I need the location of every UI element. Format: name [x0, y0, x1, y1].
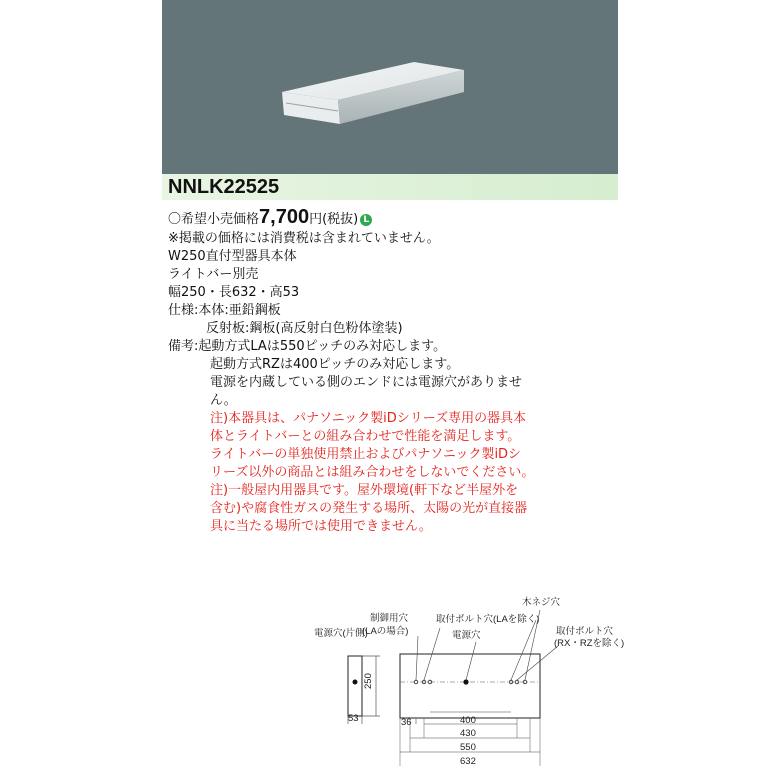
- price-line: [168, 204, 618, 230]
- warning-2c: 具に当たる場所では使用できません。: [210, 519, 432, 534]
- note-power-a: 電源を内蔵している側のエンドには電源穴がありませ: [210, 375, 523, 390]
- notes-label: 備考:: [168, 339, 199, 354]
- product-type: W250直付型器具本体: [168, 249, 297, 264]
- note-rz: 起動方式RZは400ピッチのみ対応します。: [210, 357, 460, 372]
- warning-1c: ライトバーの単独使用禁止およびパナソニック製iDシ: [210, 447, 522, 462]
- eco-badge-icon: L: [360, 214, 372, 226]
- warning-1b: 体とライトバーとの組み合わせで性能を満足します。: [210, 429, 521, 444]
- spec-block: [168, 204, 618, 536]
- spec-body-line: [168, 302, 618, 320]
- tax-note: ※掲載の価格には消費税は含まれていません。: [168, 231, 440, 246]
- power-side-label: 電源穴(片側): [314, 628, 368, 639]
- dimensions: 幅250・長632・高53: [168, 285, 300, 300]
- mount-bolt-label-2b: (RX・RZを除く): [554, 638, 625, 649]
- price-suffix: 円(税抜): [309, 212, 359, 227]
- dim-550: 550: [460, 742, 476, 753]
- spec-label: 仕様:: [168, 303, 199, 318]
- power-hole-label: 電源穴: [452, 630, 481, 641]
- notes-line-1: [168, 338, 618, 356]
- mount-bolt-label-1: 取付ボルト穴(LAを除く): [436, 614, 540, 625]
- control-hole-label-1: 制御用穴: [370, 613, 409, 624]
- side-view-outline: [348, 656, 362, 716]
- note-power-b: ん。: [210, 393, 237, 408]
- reflector-spec: 反射板:鋼板(高反射白色粉体塗装): [206, 321, 403, 336]
- warning-1d: リーズ以外の商品とは組み合わせをしないでください。: [210, 465, 535, 480]
- warning-2b: 含む)や腐食性ガスの発生する場所、太陽の光が直接器: [210, 501, 528, 516]
- warning-1a: 注)本器具は、パナソニック製iDシリーズ専用の器具本: [210, 411, 527, 426]
- dim-632: 632: [460, 756, 476, 767]
- product-photo: [162, 0, 618, 174]
- plan-power-hole: [463, 679, 468, 684]
- price-prefix: 〇希望小売価格: [168, 212, 260, 227]
- technical-drawing: [300, 596, 630, 774]
- lightbar-note: ライトバー別売: [168, 267, 259, 282]
- note-la: 起動方式LAは550ピッチのみ対応します。: [198, 339, 447, 354]
- plan-view-outline: [400, 654, 540, 718]
- side-power-hole: [353, 680, 358, 685]
- model-number: NNLK22525: [168, 176, 280, 198]
- dim-250: 250: [363, 673, 374, 689]
- dim-36: 36: [401, 717, 412, 728]
- fixture-image: [162, 0, 618, 174]
- dim-53: 53: [348, 713, 359, 724]
- mount-bolt-label-2a: 取付ボルト穴: [556, 626, 614, 637]
- dim-400: 400: [460, 715, 476, 726]
- warning-2a: 注)一般屋内用器具です。屋外環境(軒下など半屋外を: [210, 483, 519, 498]
- model-header: [162, 174, 618, 200]
- dim-430: 430: [460, 728, 476, 739]
- body-material: 本体:亜鉛鋼板: [198, 303, 281, 318]
- wood-screw-label: 木ネジ穴: [522, 597, 561, 608]
- price-value: 7,700: [259, 206, 310, 228]
- control-hole-label-2: (LAの場合): [362, 626, 409, 637]
